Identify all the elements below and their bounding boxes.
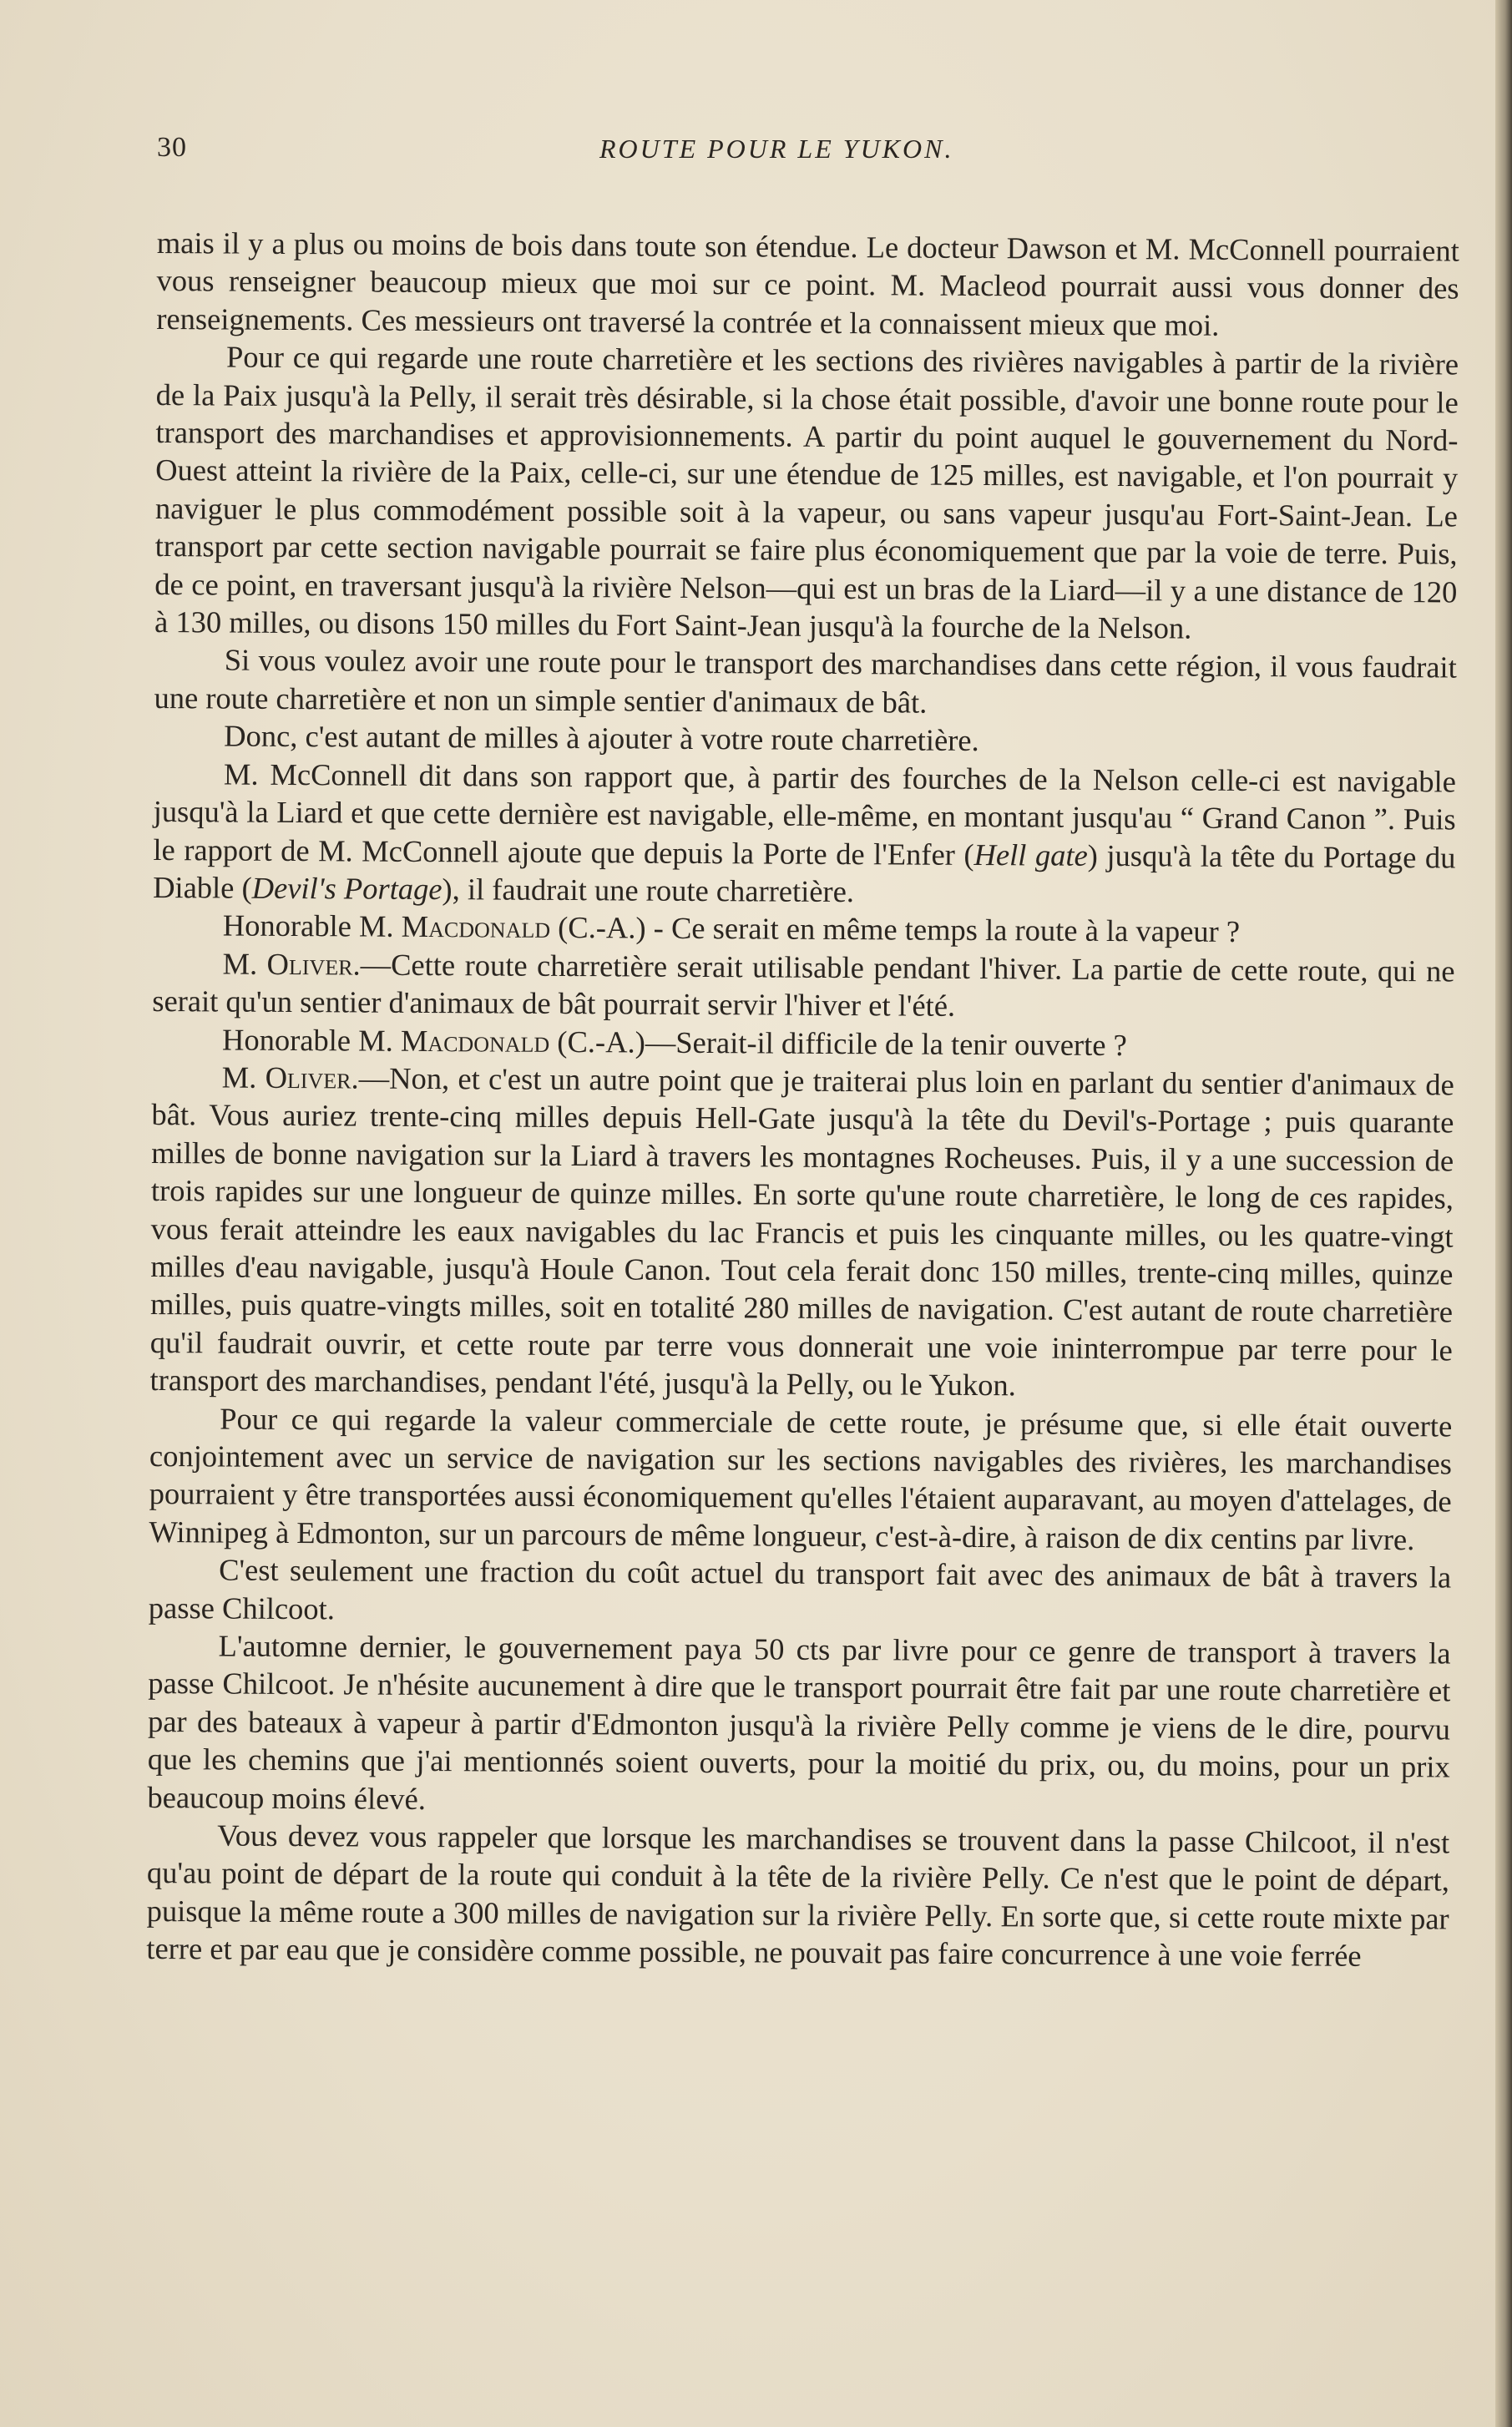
text-run: Oliver	[266, 946, 353, 982]
text-run: Donc, c'est autant de milles à ajouter à votre route charretière.	[224, 718, 979, 758]
text-run: .—Non, et c'est un autre point que je traiterai plus loin en parlant du sentier d'animaux de bât. Vous auriez trente-cinq milles depuis Hell-Gate jusqu'à la tête du Devil's-Portage ; puis quarante milles de bonne navigation sur la Liard à travers les montagnes Rocheuses. Puis, il y a une succession de trois rapides sur une longueur de quinze milles. En sorte qu'une route charretière, le long de ces rapides, vous ferait atteindre les eaux navigables du lac Francis et puis les cinquante milles, ou les quatre-vingt milles d'eau navigable, jusqu'à Houle Canon. Tout cela ferait donc 150 milles, trente-cinq milles, quinze milles, puis quatre-vingts milles, soit en totalité 280 milles de navigation. C'est autant de route charretière qu'il faudrait ouvrir, et cette route par terre vous donnerait une voie ininterrompue par terre pour le transport des marchandises, pendant l'été, jusqu'à la Pelly, ou le Yukon.	[149, 1060, 1454, 1403]
text-run: ) jusqu'à la tête du Portage du Diable (	[153, 837, 1456, 905]
text-run: L'automne dernier, le gouvernement paya 50 cts par livre pour ce genre de transport à travers la passe Chilcoot. Je n'hésite aucunement à dire que le transport pourrait être fait par une route charretière et par des bateaux à vapeur à partir d'Edmonton jusqu'à la rivière Pelly comme je viens de le dire, pourvu que les chemins que j'ai mentionnés soient ouverts, pour la moitié du prix, ou, du moins, pour un prix beaucoup moins élevé.	[147, 1628, 1451, 1816]
text-run: Oliver	[265, 1059, 351, 1095]
paragraph	[149, 1058, 1454, 1407]
text-run: Honorable M.	[222, 908, 402, 944]
text-run: Macdonald	[400, 1023, 550, 1059]
text-run: M. McConnell dit dans son rapport que, à partir des fourches de la Nelson celle-ci est navigable jusqu'à la Liard et que cette dernière est navigable, elle-même, en montant jusqu'au “ Grand Canon ”. Puis le rapport de M. McConnell ajoute que depuis la Porte de l'Enfer (	[153, 756, 1457, 872]
text-run: C'est seulement une fraction du coût actuel du transport fait avec des animaux de bât à travers la passe Chilcoot.	[148, 1552, 1452, 1626]
paragraph	[146, 1816, 1449, 1975]
text-run: ), il faudrait une route charretière.	[442, 872, 855, 909]
text-run: mais il y a plus ou moins de bois dans toute son étendue. Le docteur Dawson et M. McConnell pourraient vous renseigner beaucoup mieux que moi sur ce point. M. Macleod pourrait aussi vous donner des renseignements. Ces messieurs ont traversé la contrée et la connaissent mieux que moi.	[156, 225, 1459, 342]
text-run: Honorable M.	[221, 1022, 402, 1058]
text-run: M.	[222, 946, 267, 981]
text-run: Hell gate	[973, 837, 1088, 872]
paragraph	[154, 337, 1459, 649]
paragraph	[149, 1550, 1452, 1634]
text-run: (C.-A.) - Ce serait en même temps la route à la vapeur ?	[549, 910, 1241, 949]
paragraph	[154, 640, 1457, 724]
text-run: Macdonald	[401, 909, 551, 945]
paragraph	[156, 224, 1459, 346]
text-run: Devil's Portage	[251, 870, 442, 907]
text-run: M.	[221, 1059, 265, 1095]
paragraph	[153, 755, 1456, 914]
body-text	[146, 224, 1459, 1975]
text-run: (C.-A.)—Serait-il difficile de la tenir ouverte ?	[549, 1024, 1127, 1062]
text-run: Si vous voulez avoir une route pour le transport des marchandises dans cette région, il vous faudrait une route charretière et non un simple sentier d'animaux de bât.	[154, 642, 1457, 720]
running-title: ROUTE POUR LE YUKON.	[599, 134, 954, 164]
text-run: Pour ce qui regarde une route charretière et les sections des rivières navigables à partir de la rivière de la Paix jusqu'à la Pelly, il serait très désirable, si la chose était possible, d'avoir une bonne route pour le transport des marchandises et approvisionnements. A partir du point auquel le gouvernement du Nord-Ouest atteint la rivière de la Paix, celle-ci, sur une étendue de 125 milles, est navigable, et l'on pourrait y naviguer le plus commodément possible soit à la vapeur, ou sans vapeur jusqu'au Fort-Saint-Jean. Le transport par cette section navigable pourrait se faire plus économiquement que par la voie de terre. Puis, de ce point, en traversant jusqu'à la rivière Nelson—qui est un bras de la Liard—il y a une distance de 120 à 130 milles, ou disons 150 milles du Fort Saint-Jean jusqu'à la fourche de la Nelson.	[154, 339, 1459, 645]
paragraph	[149, 1399, 1452, 1559]
text-run: Vous devez vous rappeler que lorsque les marchandises se trouvent dans la passe Chilcoot, il n'est qu'au point de départ de la route qui conduit à la tête de la rivière Pelly. Ce n'est que le point de départ, puisque la même route a 300 milles de navigation sur la rivière Pelly. En sorte que, si cette route mixte par terre et par eau que je considère comme possible, ne pouvait pas faire concurrence à une voie ferrée	[146, 1818, 1450, 1974]
page-header	[157, 132, 1459, 174]
paragraph	[147, 1626, 1450, 1824]
text-run: .—Cette route charretière serait utilisable pendant l'hiver. La partie de cette route, qui ne serait qu'un sentier d'animaux de bât pourrait servir l'hiver et l'été.	[152, 947, 1455, 1023]
paragraph	[152, 944, 1455, 1028]
page-edge-shadow	[1495, 0, 1512, 2427]
text-run: Pour ce qui regarde la valeur commerciale de cette route, je présume que, si elle était ouverte conjointement avec un service de navigation sur les sections navigables des rivières, les marchandises pourraient y être transportées aussi économiquement qu'elles l'étaient auparavant, au moyen d'attelages, de Winnipeg à Edmonton, sur un parcours de même longueur, c'est-à-dire, à raison de dix centins par livre.	[149, 1401, 1453, 1557]
page-number: 30	[157, 132, 187, 163]
